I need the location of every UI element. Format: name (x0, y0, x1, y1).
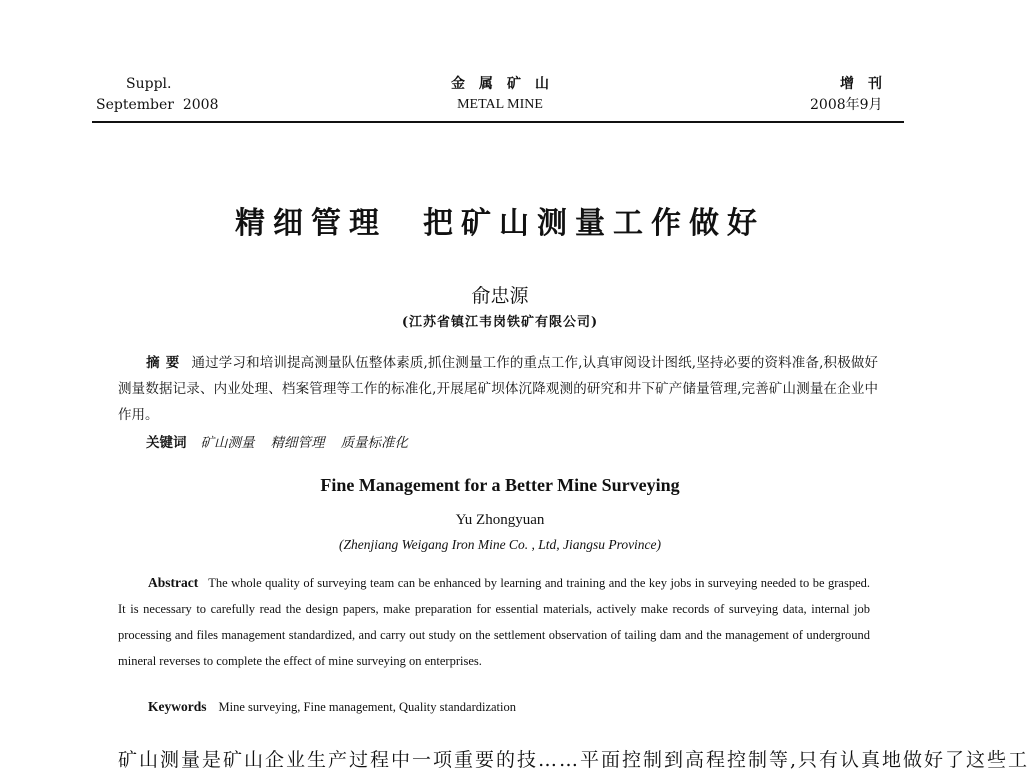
abstract-cn (118, 350, 878, 428)
abstract-en-text: The whole quality of surveying team can be enhanced by learning and training and the key jobs in surveying needed to be grasped. It is necessary to carefully read the design papers, make preparation for essential materials, actively make records of surveying data, internal job processing and files management standardized, and carry out study on the settlement observation of tailing dam and the management of underground mineral reverses to complete the effect of mine surveying on enterprises. (118, 576, 870, 668)
body-text-partial: 矿山测量是矿山企业生产过程中一项重要的技……平面控制到高程控制等,只有认真地做好了这些工 (118, 749, 1029, 771)
abstract-en-label: Abstract (148, 575, 199, 590)
header-date-cn: 2008年9月 (810, 97, 883, 113)
keyword-cn-1: 矿山测量 (200, 435, 255, 451)
header-supplement-cn: 增 刊 (840, 76, 882, 92)
author-en: Yu Zhongyuan (455, 512, 545, 528)
abstract-en (118, 570, 870, 674)
affiliation-cn: (江苏省镇江韦岗铁矿有限公司) (401, 315, 599, 330)
title-part-2: 把矿山测量工作做好 (423, 206, 765, 241)
journal-name-en: METAL MINE (457, 97, 543, 112)
title-part-1: 精细管理 (235, 206, 387, 241)
abstract-cn-label: 摘要 (146, 355, 186, 371)
keywords-en-label: Keywords (148, 699, 207, 714)
paper-title-cn (0, 198, 1000, 242)
keywords-en (148, 699, 516, 715)
keyword-cn-2: 精细管理 (270, 435, 325, 451)
affiliation-en: (Zhenjiang Weigang Iron Mine Co. , Ltd, Jiangsu Province) (338, 537, 662, 552)
abstract-cn-text: 通过学习和培训提高测量队伍整体素质,抓住测量工作的重点工作,认真审阅设计图纸,坚持必要的资料准备,积极做好测量数据记录、内业处理、档案管理等工作的标准化,开展尾矿坝体沉降观测的研究和井下矿产储量管理,完善矿山测量在企业中作用。 (118, 355, 879, 423)
keywords-cn-label: 关键词 (146, 435, 187, 451)
paper-title-en: Fine Management for a Better Mine Surveying (320, 475, 680, 495)
keyword-cn-3: 质量标准化 (340, 435, 408, 451)
author-cn: 俞忠源 (471, 285, 529, 307)
keywords-en-text: Mine surveying, Fine management, Quality standardization (218, 700, 516, 714)
header-date-en: September 2008 (96, 97, 219, 113)
header-rule (92, 121, 904, 123)
keywords-cn (146, 431, 424, 451)
header-suppl: Suppl. (126, 76, 172, 92)
journal-name-cn: 金 属 矿 山 (451, 76, 549, 92)
